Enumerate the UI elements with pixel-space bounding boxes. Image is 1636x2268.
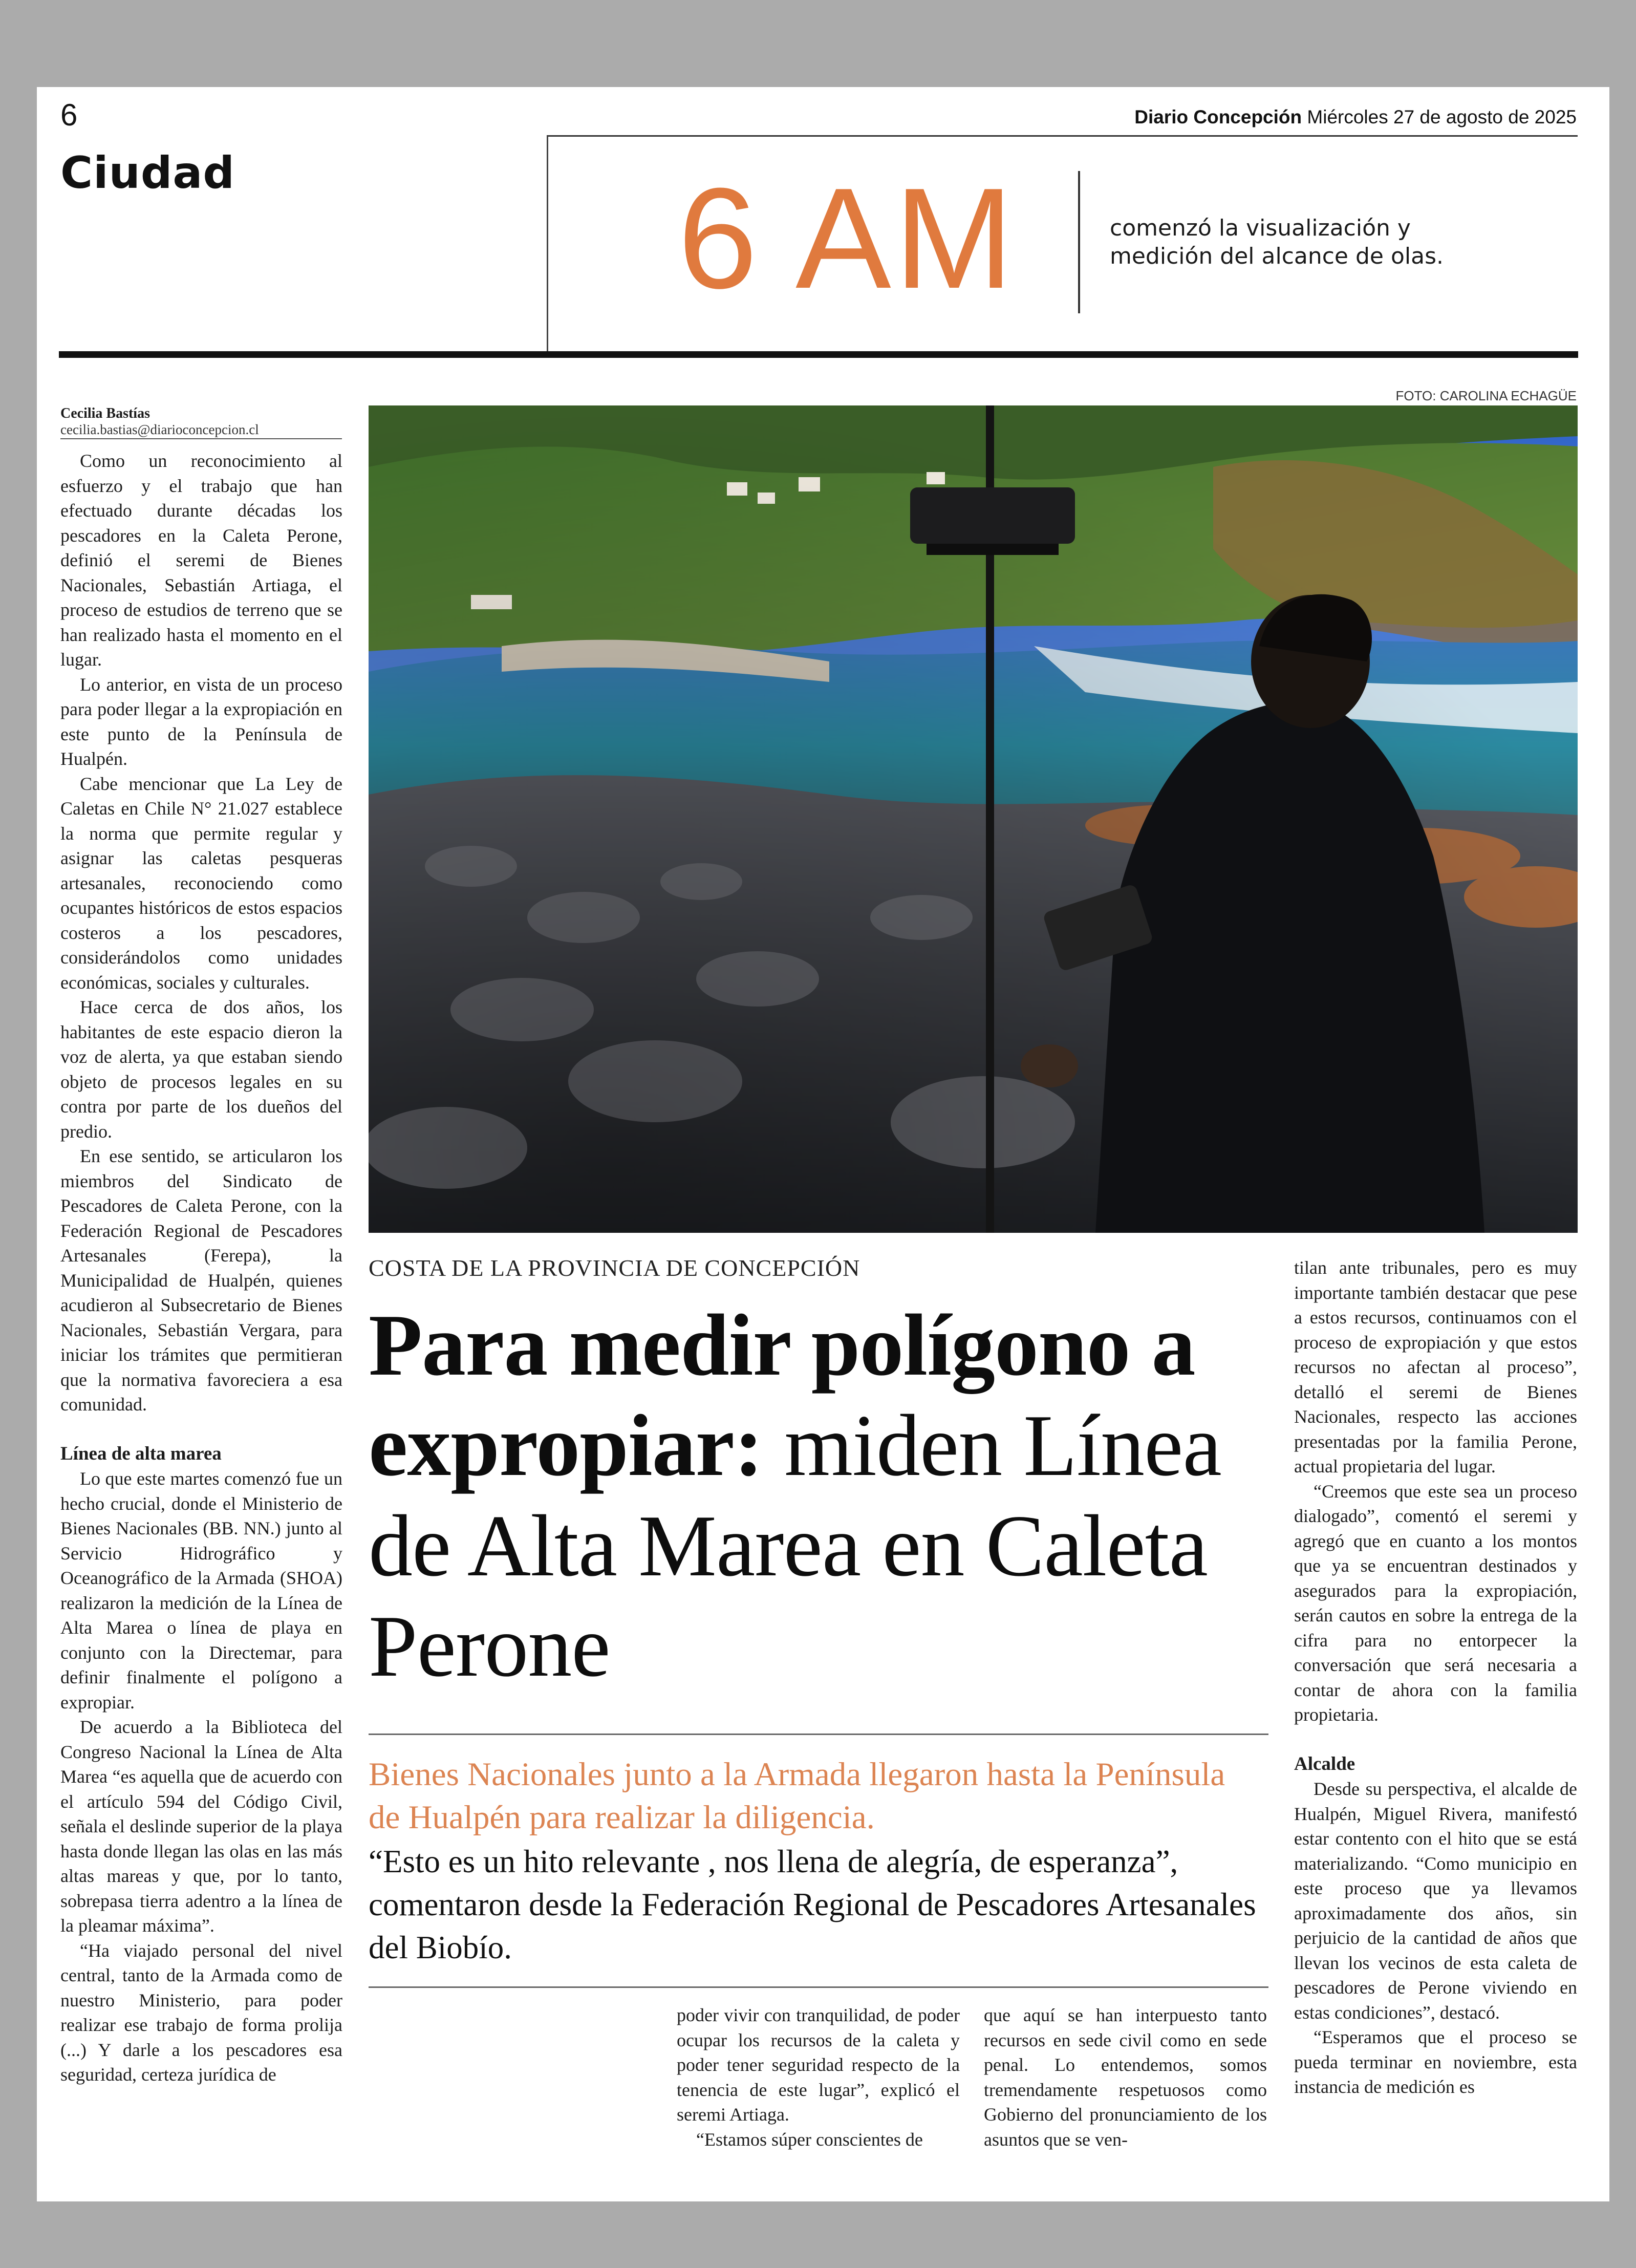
byline-name: Cecilia Bastías	[60, 405, 150, 421]
masthead	[1134, 106, 1577, 128]
subheading: Alcalde	[1294, 1753, 1355, 1774]
article-column-2	[677, 2003, 960, 2152]
pull-quote: “Esto es un hito relevante , nos llena de alegría, de esperanza”, comentaron desde la Federación Regional de Pescadores Artesanales del Biobío.	[369, 1844, 1256, 1965]
article-deck: Bienes Nacionales junto a la Armada llegaron hasta la Península de Hualpén para realizar la diligencia.	[369, 1756, 1225, 1836]
section-title: Ciudad	[60, 147, 235, 199]
top-rule	[547, 135, 1578, 137]
byline-rule	[60, 438, 342, 439]
highlight-number: 6 AM	[678, 159, 1017, 318]
photo-credit: FOTO: CAROLINA ECHAGÜE	[1395, 388, 1577, 403]
highlight-caption: comenzó la visualización y medición del alcance de olas.	[1110, 215, 1444, 270]
article-paragraph: Desde su perspectiva, el alcalde de Hualpén, Miguel Rivera, manifestó estar contento con el hito que se está materializando. “Como municipio en este proceso que ya llevamos aproximadamente dos años, sin perjuicio de la cantidad de años que llevan los vecinos de esta caleta de pescadores de Perone viviendo en estas condiciones”, destacó.	[1294, 1779, 1577, 2023]
article-paragraph: Cabe mencionar que La Ley de Caletas en Chile N° 21.027 establece la norma que permite regular y asignar las caletas pesqueras artesanales, reconociendo como ocupantes históricos de estos espacios costeros a los pescadores, considerándolos como unidades económicas, sociales y culturales.	[60, 773, 342, 993]
article-paragraph: “Ha viajado personal del nivel central, tanto de la Armada como de nuestro Ministerio, para poder realizar ese trabajo de forma prolija (...) Y darle a los pescadores esa seguridad, certeza jurídica de	[60, 1940, 342, 2085]
article-paragraph: Lo que este martes comenzó fue un hecho crucial, donde el Ministerio de Bienes Nacionales (BB. NN.) junto al Servicio Hidrográfico y Oceanográfico de la Armada (SHOA) realizaron la medición de la Línea de Alta Marea o línea de playa en conjunto con la Directemar, para definir finalmente el polígono a expropiar.	[60, 1468, 342, 1713]
article-column-3	[984, 2003, 1267, 2152]
headline-bold: Para medir polígono a expropiar:	[369, 1297, 1195, 1494]
article-column-1	[60, 448, 342, 2087]
publication-date: Miércoles 27 de agosto de 2025	[1307, 106, 1577, 127]
article-headline	[369, 1295, 1280, 1697]
article-photo	[369, 405, 1578, 1233]
headline-rule	[369, 1734, 1268, 1735]
article-paragraph: De acuerdo a la Biblioteca del Congreso Nacional la Línea de Alta Marea “es aquella que de acuerdo con el artículo 594 del Código Civil, señala el deslinde superior de la playa hasta donde llegan las olas en las más altas mareas y que, por lo tanto, sobrepasa tierra adentro a la línea de la pleamar máxima”.	[60, 1717, 342, 1936]
article-column-4	[1294, 1255, 1577, 2100]
article-paragraph: En ese sentido, se articularon los miembros del Sindicato de Pescadores de Caleta Perone, con la Federación Regional de Pescadores Artesanales (Ferepa), la Municipalidad de Hualpén, quienes acudieron al Subsecretario de Bienes Nacionales, Sebastián Vergara, para iniciar los trámites que permitieran que la normativa favoreciera a esa comunidad.	[60, 1146, 342, 1415]
page-number: 6	[60, 98, 78, 132]
article-paragraph: Lo anterior, en vista de un proceso para poder llegar a la expropiación en este punto de la Península de Hualpén.	[60, 674, 342, 769]
quote-rule	[369, 1986, 1268, 1988]
article-paragraph: “Creemos que este sea un proceso dialogado”, comentó el seremi y agregó que en cuanto a los montos que ya se encuentran destinados y asegurados para la expropiación, serán cautos en sobre la entrega de la cifra para no entorpecer la conversación que será necesaria a contar de ahora con la familia propietaria.	[1294, 1481, 1577, 1725]
byline-email: cecilia.bastias@diarioconcepcion.cl	[60, 422, 259, 437]
article-kicker: COSTA DE LA PROVINCIA DE CONCEPCIÓN	[369, 1255, 860, 1281]
article-paragraph: poder vivir con tranquilidad, de poder ocupar los recursos de la caleta y poder tener seguridad respecto de la tenencia de este lugar”, explicó el seremi Artiaga.	[677, 2005, 960, 2125]
highlight-divider	[1078, 171, 1080, 313]
headline-regular: miden Línea de Alta Marea en Caleta Perone	[369, 1397, 1221, 1695]
article-paragraph: tilan ante tribunales, pero es muy importante también destacar que pese a estos recursos, continuamos con el proceso de expropiación y que estos recursos no afectan al proceso”, detalló el seremi de Bienes Nacionales, respecto las acciones presentadas por la familia Perone, actual propietaria del lugar.	[1294, 1257, 1577, 1477]
header-divider	[547, 136, 548, 352]
article-paragraph: “Esperamos que el proceso se pueda terminar en noviembre, esta instancia de medición es	[1294, 2027, 1577, 2097]
header-rule	[59, 351, 1578, 358]
article-paragraph: Hace cerca de dos años, los habitantes de este espacio dieron la voz de alerta, ya que estaban siendo objeto de procesos legales en su contra por parte de los dueños del predio.	[60, 997, 342, 1142]
newspaper-name: Diario Concepción	[1134, 106, 1302, 127]
subheading: Línea de alta marea	[60, 1443, 222, 1464]
article-paragraph: “Estamos súper conscientes de	[696, 2129, 923, 2150]
article-paragraph: que aquí se han interpuesto tanto recursos en sede civil como en sede penal. Lo entendemos, somos tremendamente respetuosos como Gobierno del pronunciamiento de los asuntos que se ven-	[984, 2005, 1267, 2150]
article-paragraph: Como un reconocimiento al esfuerzo y el trabajo que han efectuado durante décadas los pescadores en la Caleta Perone, definió el seremi de Bienes Nacionales, Sebastián Artiaga, el proceso de estudios de terreno que se han realizado hasta el momento en el lugar.	[60, 451, 342, 670]
